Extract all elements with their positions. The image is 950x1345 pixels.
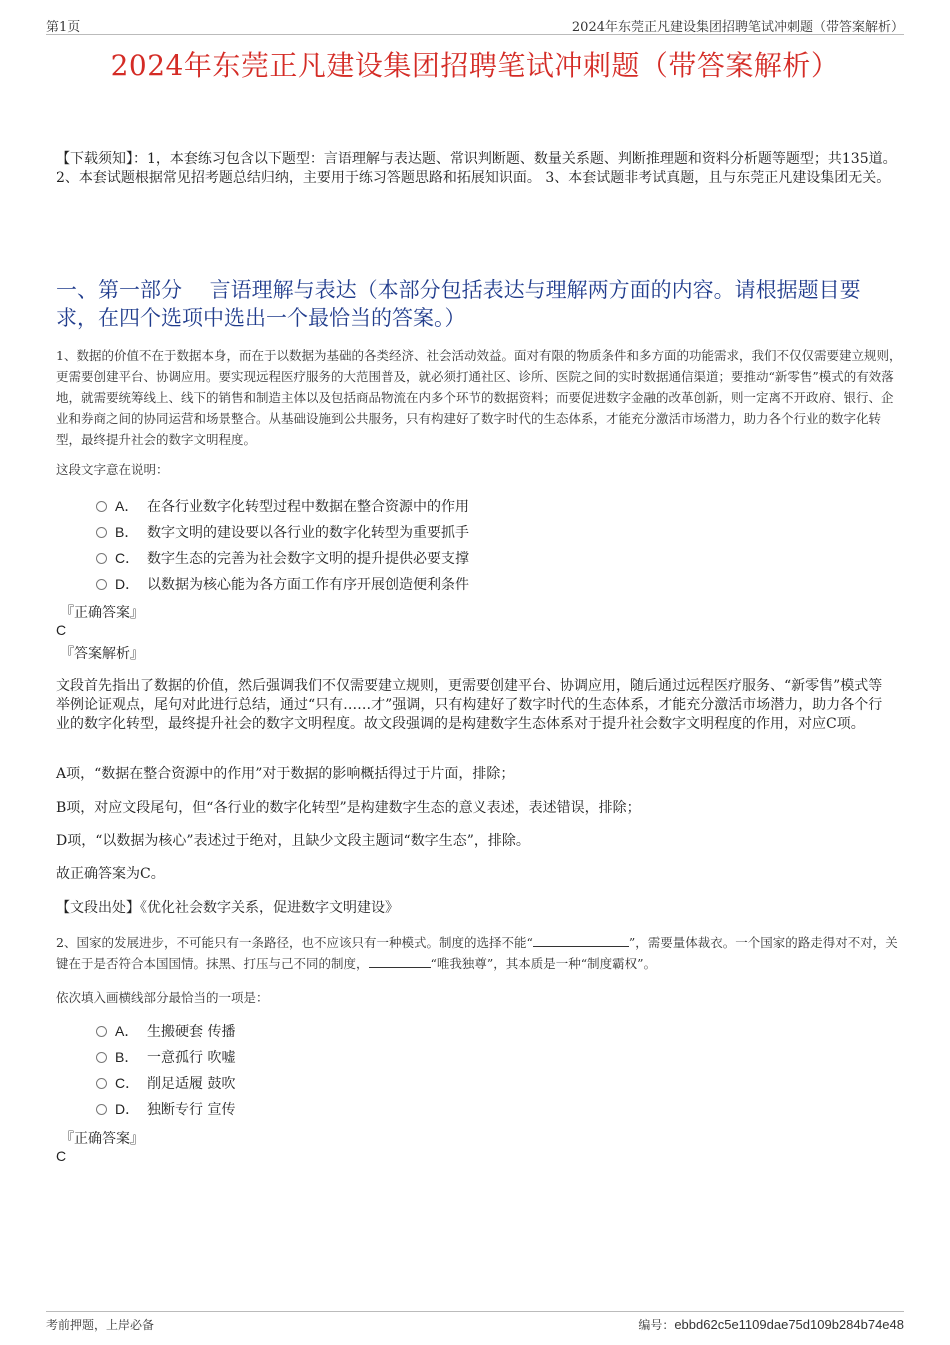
q2-answer: C bbox=[56, 1148, 67, 1164]
radio-icon[interactable] bbox=[96, 527, 107, 538]
q1-conclusion: 故正确答案为C。 bbox=[56, 866, 165, 882]
page-header bbox=[46, 14, 904, 35]
header-doc-title: 2024年东莞正凡建设集团招聘笔试冲刺题（带答案解析） bbox=[571, 20, 904, 35]
q1-option-d[interactable]: D． 以数据为核心能为各方面工作有序开展创造便利条件 bbox=[96, 571, 469, 597]
q1-analysis-label: 『答案解析』 bbox=[60, 646, 144, 662]
q1-option-c[interactable]: C． 数字生态的完善为社会数字文明的提升提供必要支撑 bbox=[96, 545, 469, 571]
blank-1 bbox=[533, 934, 629, 947]
q1-analysis-a: A项，“数据在整合资源中的作用”对于数据的影响概括得过于片面，排除； bbox=[56, 766, 515, 782]
section-heading: 一、第一部分 言语理解与表达（本部分包括表达与理解两方面的内容。请根据题目要求，在四个选项中选出一个最恰当的答案。） bbox=[56, 278, 861, 330]
radio-icon[interactable] bbox=[96, 1078, 107, 1089]
q2-option-b[interactable]: B． 一意孤行 吹嘘 bbox=[96, 1044, 235, 1070]
footer-slogan: 考前押题，上岸必备 bbox=[46, 1318, 155, 1332]
q2-option-c[interactable]: C． 削足适履 鼓吹 bbox=[96, 1070, 235, 1096]
q1-question: 这段文字意在说明： bbox=[56, 462, 169, 477]
q2-question: 依次填入画横线部分最恰当的一项是： bbox=[56, 990, 269, 1005]
download-notice: 【下载须知】：1，本套练习包含以下题型：言语理解与表达题、常识判断题、数量关系题、判断推理题和资料分析题等题型；共135道。 2、本套试题根据常见招考题总结归纳，主要用于练习答题思路和拓展知识面。 3、本套试题非考试真题，且与东莞正凡建设集团无关。 bbox=[56, 151, 897, 186]
q2-passage: 2、国家的发展进步，不可能只有一条路径，也不应该只有一种模式。制度的选择不能“ ”，需要量体裁衣。一个国家的路走得对不对，关键在于是否符合本国国情。抹黑、打压与己不同的制度， “唯我独尊”，其本质是一种“制度霸权”。 bbox=[56, 935, 898, 971]
radio-icon[interactable] bbox=[96, 553, 107, 564]
radio-icon[interactable] bbox=[96, 501, 107, 512]
page-footer bbox=[46, 1311, 904, 1332]
q1-answer-label: 『正确答案』 bbox=[60, 605, 144, 621]
q2-answer-label: 『正确答案』 bbox=[60, 1131, 144, 1147]
footer-code: 编号：ebbd62c5e1109dae75d109b284b74e48 bbox=[638, 1317, 904, 1332]
q1-analysis-b: B项，对应文段尾句，但“各行业的数字化转型”是构建数字生态的意义表述，表述错误，排除； bbox=[56, 800, 641, 816]
page-title: 2024年东莞正凡建设集团招聘笔试冲刺题（带答案解析） bbox=[110, 49, 840, 82]
q1-analysis-d: D项，“以数据为核心”表述过于绝对，且缺少文段主题词“数字生态”，排除。 bbox=[56, 833, 530, 849]
q2-option-d[interactable]: D． 独断专行 宣传 bbox=[96, 1096, 235, 1122]
q1-option-a[interactable]: A． 在各行业数字化转型过程中数据在整合资源中的作用 bbox=[96, 493, 469, 519]
q2-option-a[interactable]: A． 生搬硬套 传播 bbox=[96, 1018, 235, 1044]
q1-source: 【文段出处】《优化社会数字关系，促进数字文明建设》 bbox=[56, 900, 399, 916]
radio-icon[interactable] bbox=[96, 1104, 107, 1115]
blank-2 bbox=[369, 955, 431, 968]
q1-answer: C bbox=[56, 622, 67, 638]
page-number: 第1页 bbox=[46, 20, 81, 35]
q1-analysis: 文段首先指出了数据的价值，然后强调我们不仅需要建立规则，更需要创建平台、协调应用，随后通过远程医疗服务、“新零售”模式等举例论证观点，尾句对此进行总结，通过“只有……才”强调，只有构建好了数字时代的生态体系，才能充分激活市场潜力，助力各个行业的数字化转型，最终提升社会的数字文明程度。故文段强调的是构建数字生态体系对于提升社会数字文明程度的作用，对应C项。 bbox=[56, 678, 883, 732]
q1-passage: 1、数据的价值不在于数据本身，而在于以数据为基础的各类经济、社会活动效益。面对有限的物质条件和多方面的功能需求，我们不仅仅需要建立规则，更需要创建平台、协调应用。要实现远程医疗服务的大范围普及，就必须打通社区、诊所、医院之间的实时数据通信渠道；要推动“新零售”模式的有效落地，就需要统筹线上、线下的销售和制造主体以及包括商品物流在内多个环节的数据资料；而要促进数字金融的改革创新，则一定离不开政府、银行、企业和券商之间的协同运营和场景整合。从基础设施到公共服务，只有构建好了数字时代的生态体系，才能充分激活市场潜力，助力各个行业的数字化转型，最终提升社会的数字文明程度。 bbox=[56, 348, 902, 447]
radio-icon[interactable] bbox=[96, 1052, 107, 1063]
radio-icon[interactable] bbox=[96, 579, 107, 590]
q2-options bbox=[96, 1018, 235, 1122]
radio-icon[interactable] bbox=[96, 1026, 107, 1037]
q1-options bbox=[96, 493, 469, 597]
q1-option-b[interactable]: B． 数字文明的建设要以各行业的数字化转型为重要抓手 bbox=[96, 519, 469, 545]
